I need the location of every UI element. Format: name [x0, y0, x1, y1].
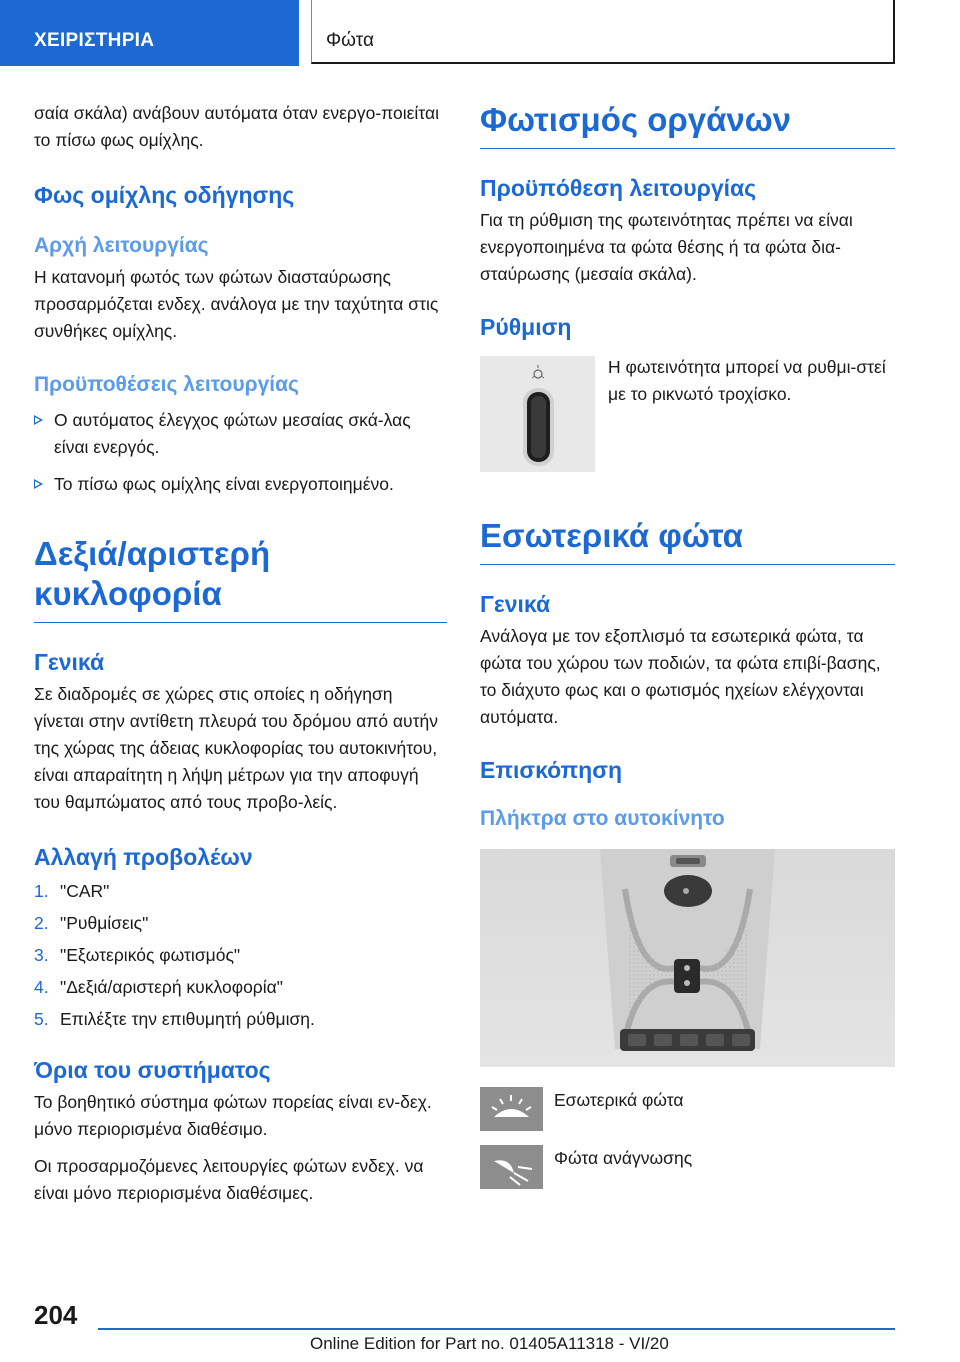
legend-label: Εσωτερικά φώτα: [554, 1090, 684, 1110]
limits-paragraph-2: Οι προσαρμοζόμενες λειτουργίες φώτων ενδεχ. να είναι μόνο περιορισμένα διαθέσιμες.: [34, 1156, 424, 1203]
legend-row: [480, 1087, 895, 1131]
instr-prereq-paragraph: Για τη ρύθμιση της φωτεινότητας πρέπει να είναι ενεργοποιημένα τα φώτα θέσης ή τα φώτα δια-σταύρωσης (μεσαία σκάλα).: [480, 210, 853, 284]
heading-traffic: Δεξιά/αριστερή κυκλοφορία: [34, 534, 447, 623]
overhead-console-illustration: [480, 849, 895, 1067]
heading-prerequisites: Προϋποθέσεις λειτουργίας: [34, 373, 299, 396]
general-paragraph: Σε διαδρομές σε χώρες στις οποίες η οδήγηση γίνεται στην αντίθετη πλευρά του δρόμου από αυτήν της χώρας της άδειας κυκλοφορίας του αυτοκινήτου, είναι απαραίτητη η λήψη μέτρων για την αποφυγή του θαμπώματος από τους προβο-λείς.: [34, 684, 438, 812]
heading-change-headlights: Αλλαγή προβολέων: [34, 844, 253, 870]
heading-principle: Αρχή λειτουργίας: [34, 234, 209, 257]
limits-paragraph-1: Το βοηθητικό σύστημα φώτων πορείας είναι εν-δεχ. μόνο περιορισμένα διαθέσιμο.: [34, 1092, 432, 1139]
heading-buttons-in-car: Πλήκτρα στο αυτοκίνητο: [480, 807, 725, 830]
heading-fog-light: Φως ομίχλης οδήγησης: [34, 182, 295, 208]
edition-text: Online Edition for Part no. 01405A11318 - VI/20: [310, 1334, 669, 1353]
footer-divider: [98, 1328, 895, 1330]
left-column: [34, 100, 447, 1207]
steps-list: [34, 878, 447, 1033]
triangle-bullet-icon: [34, 479, 43, 489]
right-column: [480, 100, 895, 1189]
heading-adjustment: Ρύθμιση: [480, 314, 572, 340]
section-tab: [0, 0, 299, 66]
legend-row: [480, 1145, 895, 1189]
thumbwheel-image: [480, 356, 595, 472]
list-item: 5. Επιλέξτε την επιθυμητή ρύθμιση.: [34, 1009, 315, 1029]
reading-light-icon: [480, 1145, 543, 1189]
section-label: ΧΕΙΡΙΣΤΗΡΙΑ: [34, 30, 155, 51]
heading-overview: Επισκόπηση: [480, 757, 622, 783]
list-item: 1. "CAR": [34, 881, 110, 901]
prereq-item: Το πίσω φως ομίχλης είναι ενεργοποιημένο.: [34, 471, 447, 498]
principle-paragraph: Η κατανομή φωτός των φώτων διασταύρωσης προσαρμόζεται ενδεχ. ανάλογα με την ταχύτητα στις συνθήκες ομίχλης.: [34, 267, 439, 341]
overhead-console-image: [480, 849, 895, 1067]
page-number: 204: [34, 1300, 78, 1330]
list-item: 4. "Δεξιά/αριστερή κυκλοφορία": [34, 977, 283, 997]
adjustment-paragraph: Η φωτεινότητα μπορεί να ρυθμι-στεί με το ρικνωτό τροχίσκο.: [608, 357, 886, 404]
thumbwheel-icon: [480, 356, 595, 472]
header-title-box: [311, 0, 895, 64]
heading-system-limits: Όρια του συστήματος: [34, 1057, 271, 1083]
prereq-item: Ο αυτόματος έλεγχος φώτων μεσαίας σκά-λας είναι ενεργός.: [34, 407, 447, 461]
heading-general: Γενικά: [34, 649, 105, 675]
list-item: 2. "Ρυθμίσεις": [34, 913, 149, 933]
page-header: [0, 0, 960, 66]
page-title: Φώτα: [326, 30, 374, 51]
legend-label: Φώτα ανάγνωσης: [554, 1148, 693, 1168]
heading-instr-prerequisite: Προϋπόθεση λειτουργίας: [480, 175, 757, 201]
interior-light-icon: [480, 1087, 543, 1131]
heading-int-general: Γενικά: [480, 591, 551, 617]
adjustment-block: [480, 356, 895, 472]
heading-instrument-lighting: Φωτισμός οργάνων: [480, 100, 895, 149]
intro-paragraph: σαία σκάλα) ανάβουν αυτόματα όταν ενεργο-ποιείται το πίσω φως ομίχλης.: [34, 103, 439, 150]
int-general-paragraph: Ανάλογα με τον εξοπλισμό τα εσωτερικά φώτα, τα φώτα του χώρου των ποδιών, τα φώτα επιβί-βασης, το διάχυτο φως και ο φωτισμός ηχείων ελέγχονται αυτόματα.: [480, 626, 881, 727]
list-item: 3. "Εξωτερικός φωτισμός": [34, 945, 241, 965]
heading-interior-lights: Εσωτερικά φώτα: [480, 516, 895, 565]
triangle-bullet-icon: [34, 415, 43, 425]
